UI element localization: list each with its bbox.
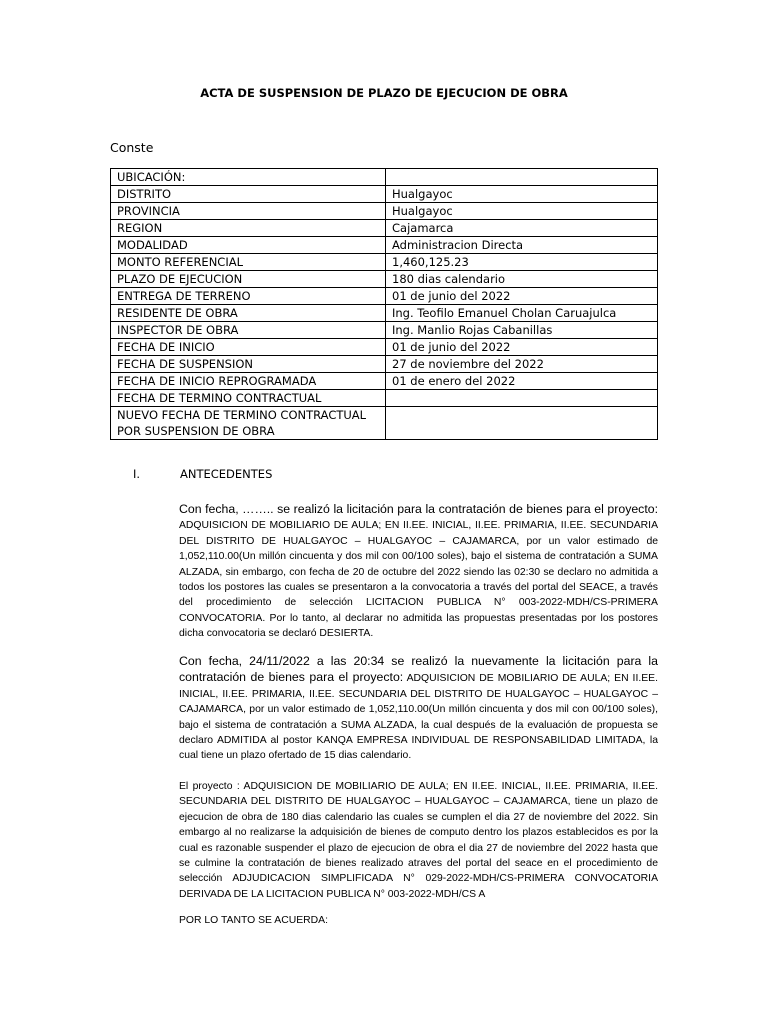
row-value: 01 de enero del 2022 (386, 373, 658, 390)
row-label: UBICACIÓN: (111, 169, 386, 186)
table-row (111, 271, 658, 288)
row-label: MONTO REFERENCIAL (111, 254, 386, 271)
row-label: PROVINCIA (111, 203, 386, 220)
paragraph-lead: Con fecha, …….. se realizó la licitación para la contratación de bienes para el proyecto: (179, 502, 658, 516)
table-row (111, 339, 658, 356)
section-heading (133, 467, 272, 481)
document-title: ACTA DE SUSPENSION DE PLAZO DE EJECUCION DE OBRA (200, 86, 568, 100)
row-value: 01 de junio del 2022 (386, 288, 658, 305)
row-label: MODALIDAD (111, 237, 386, 254)
paragraph-antecedente-1 (179, 502, 658, 642)
row-value (386, 390, 658, 407)
row-label: FECHA DE INICIO REPROGRAMADA (111, 373, 386, 390)
row-label: NUEVO FECHA DE TERMINO CONTRACTUAL POR SUSPENSION DE OBRA (111, 407, 386, 440)
paragraph-lead: Con fecha, 24/11/2022 a las 20:34 se realizó la nuevamente la licitación para la contratación de bienes para el proyecto: (179, 654, 658, 685)
row-label: ENTREGA DE TERRENO (111, 288, 386, 305)
row-label: FECHA DE TERMINO CONTRACTUAL (111, 390, 386, 407)
project-info-table (110, 168, 658, 440)
row-label: INSPECTOR DE OBRA (111, 322, 386, 339)
table-row (111, 373, 658, 390)
row-value: Ing. Manlio Rojas Cabanillas (386, 322, 658, 339)
table-row (111, 254, 658, 271)
table-row (111, 169, 658, 186)
row-value (386, 407, 658, 440)
row-label: REGION (111, 220, 386, 237)
row-label: RESIDENTE DE OBRA (111, 305, 386, 322)
row-label: FECHA DE SUSPENSION (111, 356, 386, 373)
row-value: Administracion Directa (386, 237, 658, 254)
paragraph-body: ADQUISICION DE MOBILIARIO DE AULA; EN II.EE. INICIAL, II.EE. PRIMARIA, II.EE. SECUNDARIA DEL DISTRITO DE HUALGAYOC – HUALGAYOC – CAJAMARCA, por un valor estimado de 1,052,110.00(Un millón cincuenta y dos mil con 00/100 soles), bajo el sistema de contratación a SUMA ALZADA, sin embargo, con fecha de 20 de octubre del 2022 siendo las 02:30 se declaro no admitida a todos los postores las cuales se presentaron a la convocatoria a través del portal del SEACE, a través del procedimiento de selección LICITACION PUBLICA N° 003-2022-MDH/CS-PRIMERA CONVOCATORIA. Por lo tanto, al declarar no admitida las propuestas presentadas por los postores dicha convocatoria se declaró DESIERTA. (179, 520, 658, 640)
table-row (111, 186, 658, 203)
paragraph-antecedente-3: El proyecto : ADQUISICION DE MOBILIARIO DE AULA; EN II.EE. INICIAL, II.EE. PRIMARIA, II.EE. SECUNDARIA DEL DISTRITO DE HUALGAYOC – HUALGAYOC – CAJAMARCA, tiene un plazo de ejecucion de obra de 180 dias calendario las cuales se cumplen el dia 27 de noviembre del 2022. Sin embargo al no realizarse la adquisición de bienes de computo dentro los plazos establecidos es por la cual es razonable suspender el plazo de ejecucion de obra el dia 27 de noviembre del 2022 hasta que se culmine la contratación de bienes realizado atraves del portal del seace en el procedimiento de selección ADJUDICACION SIMPLIFICADA N° 029-2022-MDH/CS-PRIMERA CONVOCATORIA DERIVADA DE LA LICITACION PUBLICA N° 003-2022-MDH/CS A (179, 781, 658, 900)
paragraph-antecedente-2 (179, 654, 658, 764)
row-label: PLAZO DE EJECUCION (111, 271, 386, 288)
table-row (111, 390, 658, 407)
row-label: DISTRITO (111, 186, 386, 203)
section-title: ANTECEDENTES (180, 467, 273, 481)
row-label: FECHA DE INICIO (111, 339, 386, 356)
table-row (111, 322, 658, 339)
table-row (111, 305, 658, 322)
section-number: I. (133, 467, 141, 481)
row-value: 27 de noviembre del 2022 (386, 356, 658, 373)
row-value: Hualgayoc (386, 203, 658, 220)
table-row (111, 237, 658, 254)
row-value: Cajamarca (386, 220, 658, 237)
paragraph-body: ADQUISICION DE MOBILIARIO DE AULA; EN II.EE. INICIAL, II.EE. PRIMARIA, II.EE. SECUNDARIA DEL DISTRITO DE HUALGAYOC – HUALGAYOC – CAJAMARCA, por un valor estimado de 1,052,110.00(Un millón cincuenta y dos mil con 00/100 soles), bajo el sistema de contratación a SUMA ALZADA, la cual después de la evaluación de propuesta se declaro ADMITIDA al postor KANQA EMPRESA INDIVIDUAL DE RESPONSABILIDAD LIMITADA, la cual tiene un plazo ofertado de 15 dias calendario. (179, 673, 658, 762)
table-row (111, 356, 658, 373)
row-value: Hualgayoc (386, 186, 658, 203)
table-row (111, 220, 658, 237)
row-value: 01 de junio del 2022 (386, 339, 658, 356)
table-row (111, 407, 658, 440)
row-value: 1,460,125.23 (386, 254, 658, 271)
table-row (111, 288, 658, 305)
row-value: Ing. Teofilo Emanuel Cholan Caruajulca (386, 305, 658, 322)
paragraph-acuerdo: POR LO TANTO SE ACUERDA: (179, 915, 328, 926)
row-value (386, 169, 658, 186)
row-value: 180 dias calendario (386, 271, 658, 288)
intro-text: Conste (110, 140, 154, 155)
table-row (111, 203, 658, 220)
